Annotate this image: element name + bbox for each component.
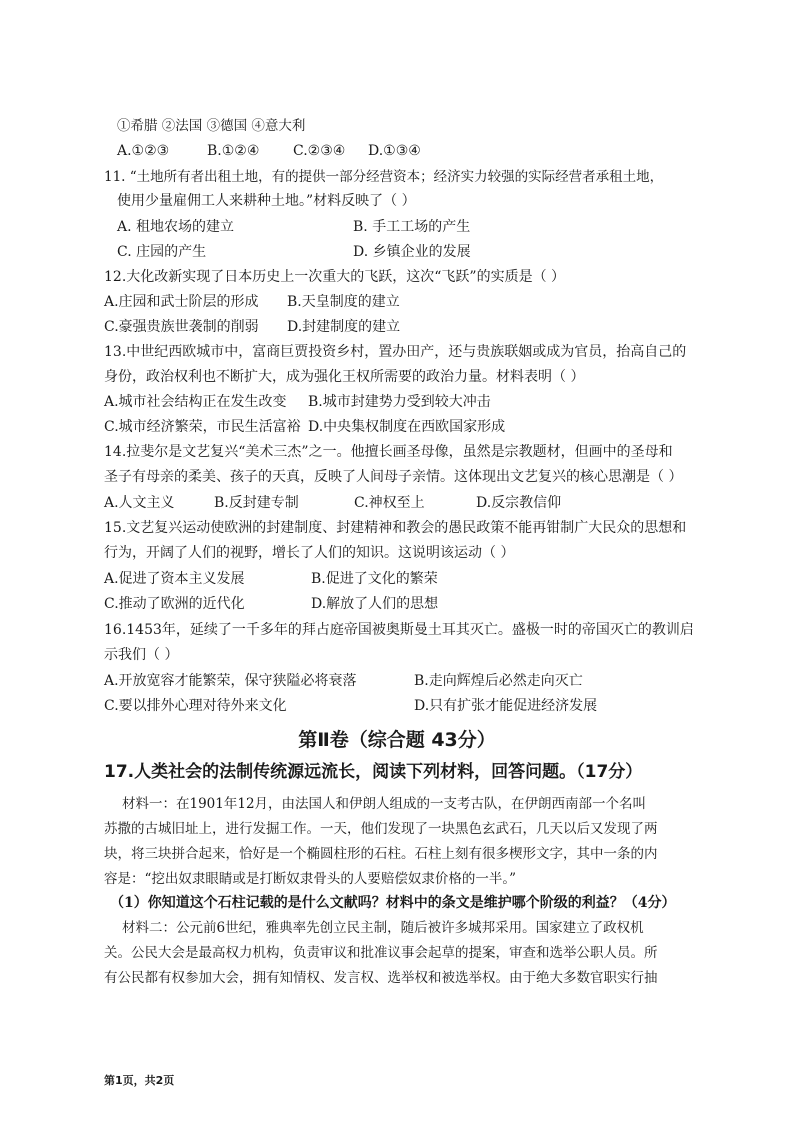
q12-option-c: C.豪强贵族世袭制的削弱: [104, 319, 259, 335]
q10-items: ①希腊 ②法国 ③德国 ④意大利: [117, 118, 306, 134]
q17-material-2-line-3: 有公民都有权参加大会，拥有知情权、发言权、选举权和被选举权。由于绝大多数官职实行抽: [104, 970, 658, 986]
q11-option-c: C. 庄园的产生: [117, 244, 207, 260]
q15-option-c: C.推动了欧洲的近代化: [104, 596, 245, 612]
q16-option-a: A.开放宽容才能繁荣，保守狭隘必将衰落: [104, 673, 357, 689]
q13-option-d: D.中央集权制度在西欧国家形成: [308, 419, 506, 435]
q10-option-a: A.①②③: [117, 143, 170, 159]
q10-option-b: B.①②④: [207, 143, 260, 159]
page-number-footer: 第1页，共2页: [104, 1074, 175, 1087]
q11-stem-line-1: 11. “土地所有者出租土地，有的提供一部分经营资本；经济实力较强的实际经营者承租土地，: [104, 169, 664, 185]
q13-stem-line-1: 13.中世纪西欧城市中，富商巨贾投资乡村，置办田产，还与贵族联姻或成为官员，抬高自己的: [104, 344, 687, 360]
q14-stem-line-2: 圣子有母亲的柔美、孩子的天真，反映了人间母子亲情。这体现出文艺复兴的核心思潮是（ ）: [104, 469, 683, 485]
q16-option-b: B.走向辉煌后必然走向灭亡: [414, 673, 583, 689]
q17-material-2-line-1: 材料二：公元前6世纪，雅典率先创立民主制，随后被许多城邦采用。国家建立了政权机: [122, 920, 644, 936]
q16-stem-line-1: 16.1453年，延续了一千多年的拜占庭帝国被奥斯曼土耳其灭亡。盛极一时的帝国灭亡的教训启: [104, 622, 694, 638]
q15-option-a: A.促进了资本主义发展: [104, 571, 245, 587]
q12-option-a: A.庄园和武士阶层的形成: [104, 294, 259, 310]
q15-stem-line-1: 15.文艺复兴运动使欧洲的封建制度、封建精神和教会的愚民政策不能再钳制广大民众的思想和: [104, 520, 687, 536]
q11-stem-line-2: 使用少量雇佣工人来耕种土地。”材料反映了（ ）: [117, 193, 416, 209]
q15-option-b: B.促进了文化的繁荣: [311, 571, 438, 587]
q12-option-d: D.封建制度的建立: [287, 319, 401, 335]
q17-subquestion-1: （1）你知道这个石柱记载的是什么文献吗？材料中的条文是维护哪个阶级的利益？（4分）: [110, 895, 676, 911]
q12-stem: 12.大化改新实现了日本历史上一次重大的飞跃，这次“飞跃”的实质是（ ）: [104, 269, 566, 285]
q16-option-d: D.只有扩张才能促进经济发展: [414, 698, 598, 714]
q17-material-1-line-4: 容是：“挖出奴隶眼睛或是打断奴隶骨头的人要赔偿奴隶价格的一半。”: [104, 871, 517, 887]
q17-material-2-line-2: 关。公民大会是最高权力机构，负责审议和批准议事会起草的提案，审查和选举公职人员。所: [104, 945, 658, 961]
q14-option-b: B.反封建专制: [214, 495, 299, 511]
q13-stem-line-2: 身份，政治权利也不断扩大，成为强化王权所需要的政治力量。材料表明（ ）: [104, 369, 585, 385]
q14-option-c: C.神权至上: [354, 495, 425, 511]
q17-material-1-line-2: 苏撒的古城旧址上，进行发掘工作。一天，他们发现了一块黑色玄武石，几天以后又发现了两: [104, 821, 658, 837]
q13-option-a: A.城市社会结构正在发生改变: [104, 394, 287, 410]
q10-option-d: D.①③④: [368, 143, 421, 159]
q11-option-b: B. 手工工场的产生: [353, 219, 471, 235]
q10-option-c: C.②③④: [293, 143, 346, 159]
q15-option-d: D.解放了人们的思想: [311, 596, 439, 612]
q11-option-a: A. 租地农场的建立: [117, 219, 235, 235]
q13-option-c: C.城市经济繁荣，市民生活富裕: [104, 419, 301, 435]
q14-option-d: D.反宗教信仰: [476, 495, 562, 511]
q12-option-b: B.天皇制度的建立: [287, 294, 400, 310]
q13-option-b: B.城市封建势力受到较大冲击: [308, 394, 491, 410]
q17-material-1-line-1: 材料一：在1901年12月，由法国人和伊朗人组成的一支考古队，在伊朗西南部一个名叫: [122, 796, 647, 812]
q11-option-d: D. 乡镇企业的发展: [353, 244, 471, 260]
q17-material-1-line-3: 块，将三块拼合起来，恰好是一个椭圆柱形的石柱。石柱上刻有很多楔形文字，其中一条的内: [104, 846, 658, 862]
section-2-title: 第Ⅱ卷（综合题 43分）: [298, 729, 496, 751]
q14-stem-line-1: 14.拉斐尔是文艺复兴“美术三杰”之一。他擅长画圣母像，虽然是宗教题材，但画中的圣母和: [104, 444, 673, 460]
q16-stem-line-2: 示我们（ ）: [104, 647, 179, 663]
q14-option-a: A.人文主义: [104, 495, 175, 511]
q15-stem-line-2: 行为，开阔了人们的视野，增长了人们的知识。这说明该运动（ ）: [104, 545, 515, 561]
q17-title: 17.人类社会的法制传统源远流长，阅读下列材料，回答问题。（17分）: [104, 762, 643, 782]
q16-option-c: C.要以排外心理对待外来文化: [104, 698, 287, 714]
